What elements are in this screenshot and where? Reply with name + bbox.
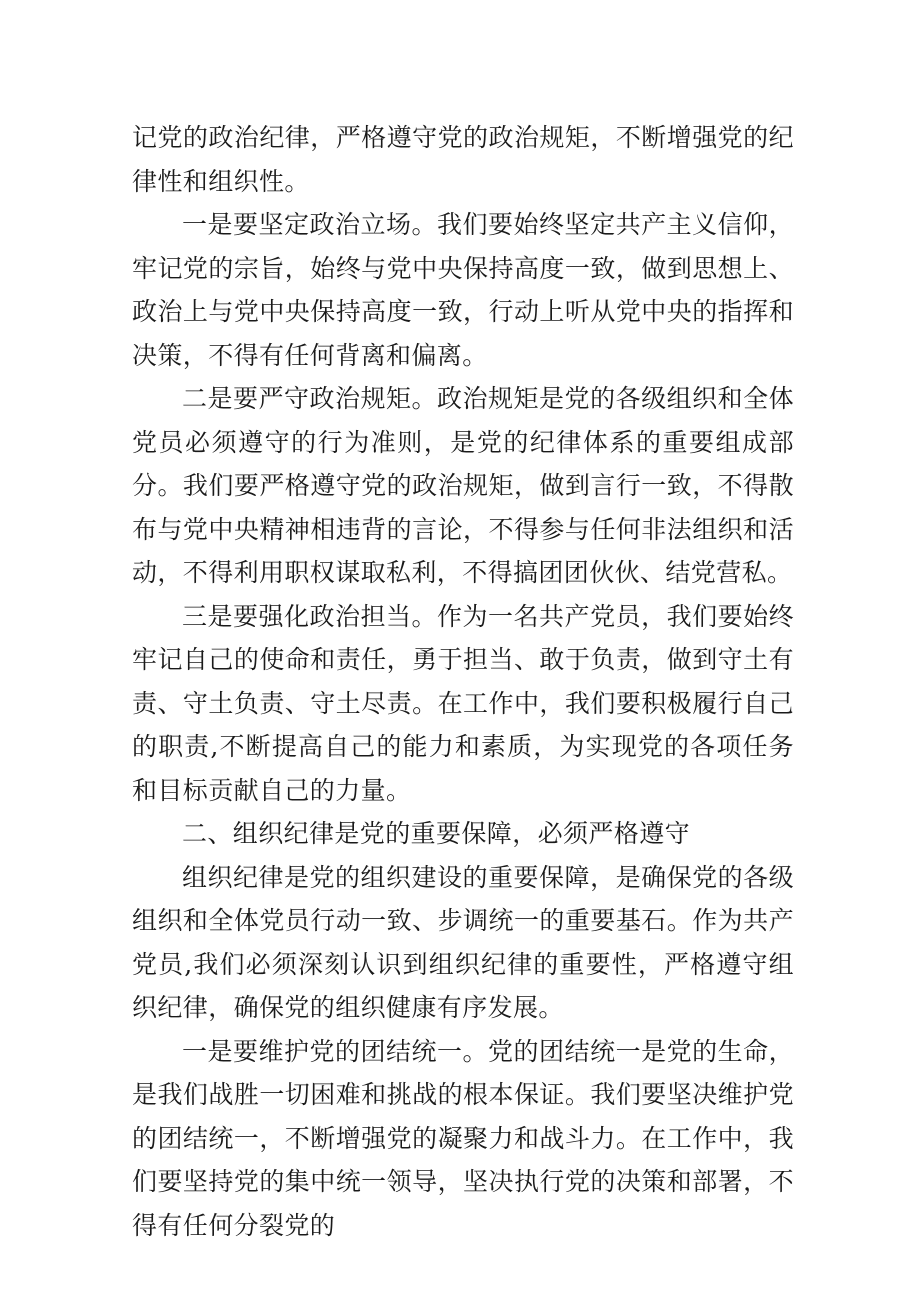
section-heading-organizational-discipline: 二、组织纪律是党的重要保障，必须严格遵守	[182, 819, 691, 848]
paragraph-organizational-discipline-intro: 组织纪律是党的组织建设的重要保障，是确保党的各级组织和全体党员行动一致、步调统一的重要基石。作为共产党员,我们必须深刻认识到组织纪律的重要性，严格遵守组织纪律，确保党的组织健康有序发展。	[132, 862, 794, 1022]
paragraph-continuation: 记党的政治纪律，严格遵守党的政治规矩，不断增强党的纪律性和组织性。	[132, 123, 794, 196]
document-body	[132, 116, 794, 1247]
paragraph-political-rules: 二是要严守政治规矩。政治规矩是党的各级组织和全体党员必须遵守的行为准则，是党的纪律体系的重要组成部分。我们要严格遵守党的政治规矩，做到言行一致，不得散布与党中央精神相违背的言论，不得参与任何非法组织和活动，不得利用职权谋取私利，不得搞团团伙伙、结党营私。	[132, 384, 794, 587]
paragraph-political-responsibility: 三是要强化政治担当。作为一名共产党员，我们要始终牢记自己的使命和责任，勇于担当、敢于负责，做到守土有责、守土负责、守土尽责。在工作中，我们要积极履行自己的职责,不断提高自己的能力和素质，为实现党的各项任务和目标贡献自己的力量。	[132, 601, 794, 805]
paragraph-political-stance: 一是要坚定政治立场。我们要始终坚定共产主义信仰，牢记党的宗旨，始终与党中央保持高度一致，做到思想上、政治上与党中央保持高度一致，行动上听从党中央的指挥和决策，不得有任何背离和偏离。	[132, 210, 794, 370]
paragraph-party-unity: 一是要维护党的团结统一。党的团结统一是党的生命，是我们战胜一切困难和挑战的根本保证。我们要坚决维护党的团结统一，不断增强党的凝聚力和战斗力。在工作中，我们要坚持党的集中统一领导，坚决执行党的决策和部署，不得有任何分裂党的	[132, 1036, 794, 1240]
